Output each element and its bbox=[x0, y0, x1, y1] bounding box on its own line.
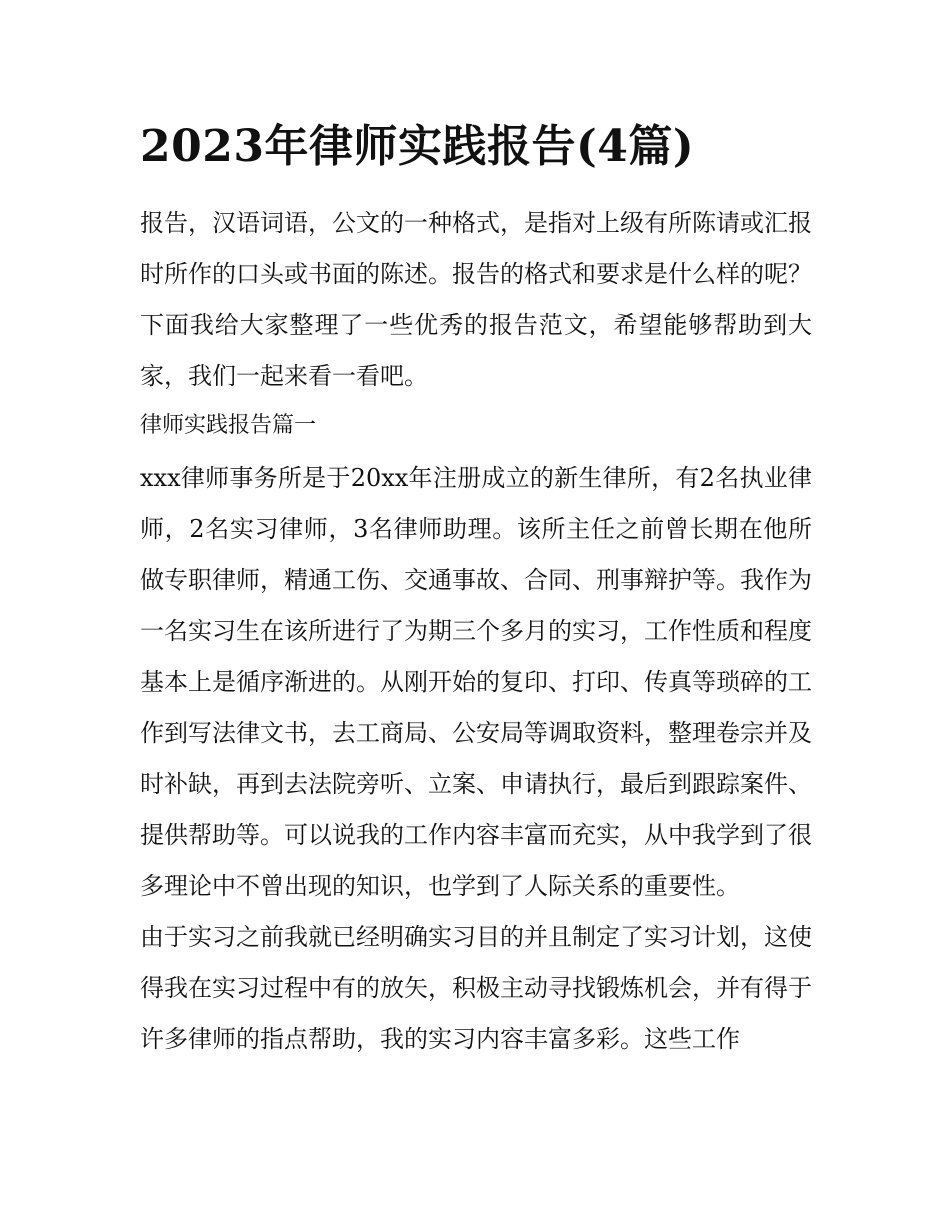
section-heading: 律师实践报告篇一 bbox=[140, 413, 317, 438]
intro-paragraph: 报告，汉语词语，公文的一种格式，是指对上级有所陈请或汇报时所作的口头或书面的陈述。报告的格式和要求是什么样的呢？下面我给大家整理了一些优秀的报告范文，希望能够帮助到大家，我们一起来看一看吧。 bbox=[140, 209, 812, 390]
body-paragraph: 由于实习之前我就已经明确实习目的并且制定了实习计划，这使得我在实习过程中有的放矢，积极主动寻找锻炼机会，并有得于许多律师的指点帮助，我的实习内容丰富多彩。这些工作 bbox=[140, 923, 812, 1053]
body-paragraph: xxx律师事务所是于20xx年注册成立的新生律所，有2名执业律师，2名实习律师，3名律师助理。该所主任之前曾长期在他所做专职律师，精通工伤、交通事故、合同、刑事辩护等。我作为一名实习生在该所进行了为期三个多月的实习，工作性质和程度基本上是循序渐进的。从刚开始的复印、打印、传真等琐碎的工作到写法律文书，去工商局、公安局等调取资料，整理卷宗并及时补缺，再到去法院旁听、立案、申请执行，最后到跟踪案件、提供帮助等。可以说我的工作内容丰富而充实，从中我学到了很多理论中不曾出现的知识，也学到了人际关系的重要性。 bbox=[140, 464, 812, 900]
document-body bbox=[140, 198, 812, 1065]
document-title: 2023年律师实践报告(4篇) bbox=[140, 121, 695, 172]
